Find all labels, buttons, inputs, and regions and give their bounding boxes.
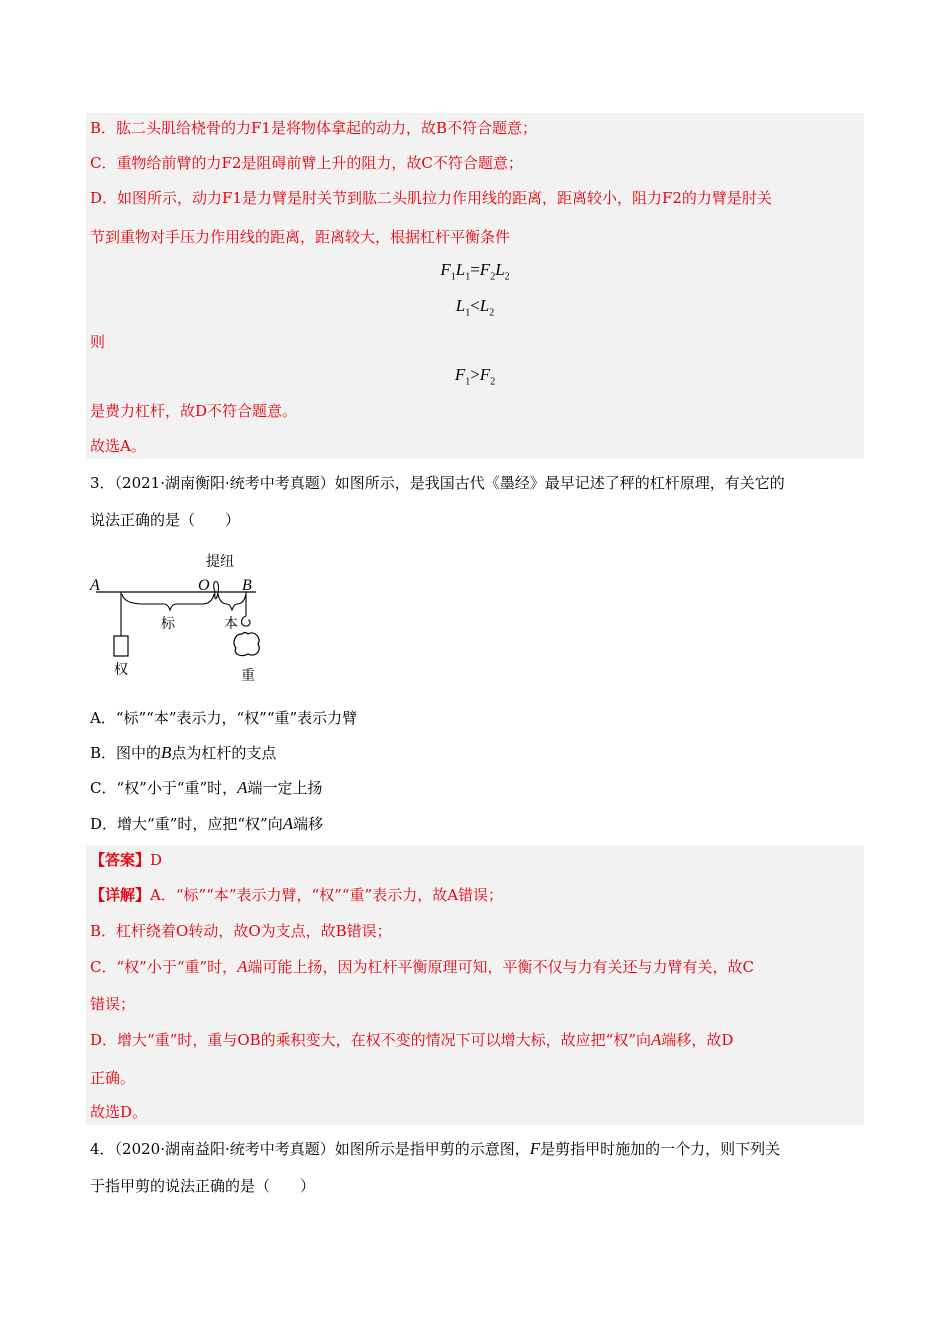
- explain-option-c: C．重物给前臂的力F2是阻碍前臂上升的阻力，故C不符合题意；: [90, 154, 523, 172]
- explain-option-d-line1: D．如图所示，动力F1是力臂是肘关节到肱二头肌拉力作用线的距离，距离较小，阻力F2的力臂是肘关: [90, 189, 772, 207]
- formula-force-compare: $F_1>F_2$: [454, 365, 496, 388]
- q3-explain-b: B．杠杆绕着O转动，故O为支点，故B错误；: [90, 922, 392, 940]
- zhong-object: [234, 633, 259, 656]
- q3-stem-line2: 说法正确的是（ ）: [90, 511, 241, 529]
- q3-stem-line1: 3．（2021·湖南衡阳·统考中考真题）如图所示，是我国古代《墨经》最早记述了秤的杠杆原理，有关它的: [90, 474, 785, 492]
- q3-choice: 故选D。: [90, 1103, 148, 1121]
- label-quan: 权: [114, 662, 128, 678]
- label-tiniu: 提纽: [206, 554, 234, 570]
- label-zhong: 重: [241, 668, 255, 684]
- label-ben: 本: [224, 616, 238, 632]
- label-biao: 标: [161, 616, 175, 632]
- formula-arm-compare: $L_1<L_2$: [455, 296, 495, 319]
- q3-option-d: D．增大“重”时，应把“权”向A端移: [90, 814, 324, 833]
- q3-explain-c: C．“权”小于“重”时，A端可能上扬，因为杠杆平衡原理可知，平衡不仅与力有关还与力臂有关，故C: [90, 957, 755, 976]
- q3-explain-d2: 正确。: [90, 1069, 136, 1087]
- steelyard-figure: [84, 548, 284, 688]
- label-a: A: [90, 577, 100, 594]
- q3-explain-d: D．增大“重”时，重与OB的乘积变大，在权不变的情况下可以增大标，故应把“权”向A端移，故D: [90, 1030, 734, 1049]
- hook: [242, 616, 251, 626]
- q4-stem-line1: 4．（2020·湖南益阳·统考中考真题）如图所示是指甲剪的示意图，F是剪指甲时施加的一个力，则下列关: [90, 1139, 781, 1158]
- then-text: 则: [90, 333, 106, 351]
- q3-option-b: B．图中的B点为杠杆的支点: [90, 743, 277, 762]
- q3-answer: 【答案】D: [90, 851, 163, 869]
- choice-text: 故选A。: [90, 437, 146, 455]
- q3-explain-c2: 错误；: [90, 995, 136, 1013]
- formula-lever-balance: $F_1L_1=F_2L_2$: [440, 260, 510, 283]
- explain-option-b: B．肱二头肌给桡骨的力F1是将物体拿起的动力，故B不符合题意；: [90, 119, 537, 137]
- explain-option-d-line2: 节到重物对手压力作用线的距离，距离较大，根据杠杆平衡条件: [90, 228, 511, 246]
- lifting-cord: [214, 582, 219, 599]
- quan-weight: [114, 636, 128, 656]
- q3-option-a: A．“标”“本”表示力，“权”“重”表示力臂: [90, 709, 358, 727]
- q3-option-c: C．“权”小于“重”时，A端一定上扬: [90, 778, 323, 797]
- label-o: O: [198, 577, 210, 594]
- q4-stem-line2: 于指甲剪的说法正确的是（ ）: [90, 1177, 316, 1195]
- brace-ben: [218, 594, 246, 610]
- brace-biao: [122, 594, 214, 610]
- q3-explain-a: 【详解】A．“标”“本”表示力臂，“权”“重”表示力，故A错误；: [90, 886, 504, 904]
- conclusion-text: 是费力杠杆，故D不符合题意。: [90, 402, 298, 420]
- label-b: B: [242, 577, 252, 594]
